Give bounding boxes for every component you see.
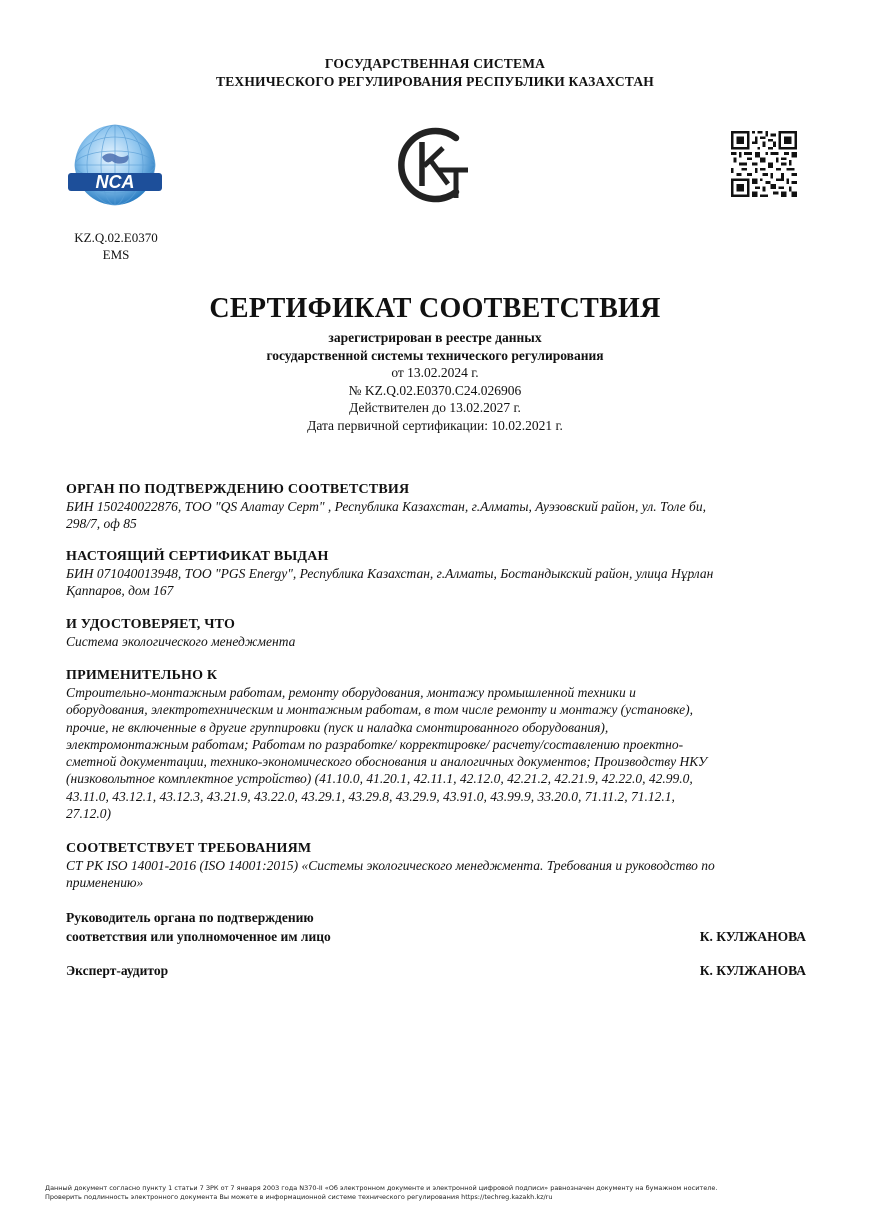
page-title: СЕРТИФИКАТ СООТВЕТСТВИЯ bbox=[209, 293, 661, 324]
signature-head-name: К. КУЛЖАНОВА bbox=[699, 929, 806, 944]
section-text: прочие, не включенные в другие группировки (пуск и наладка смонтированного оборудования), bbox=[66, 719, 609, 735]
header bbox=[0, 55, 870, 91]
registry-info bbox=[0, 329, 870, 435]
qr-code-icon bbox=[731, 131, 797, 197]
section-text: (низковольтное комплектное устройство) (41.10.0, 41.20.1, 42.11.1, 42.12.0, 42.21.2, 42.21.9, 42.22.0, 42.99.0, bbox=[66, 771, 693, 787]
header-line-2: ТЕХНИЧЕСКОГО РЕГУЛИРОВАНИЯ РЕСПУБЛИКИ КАЗАХСТАН bbox=[216, 74, 654, 89]
header-line-1: ГОСУДАРСТВЕННАЯ СИСТЕМА bbox=[324, 56, 546, 71]
section-applies-to bbox=[66, 667, 811, 822]
section-text: Строительно-монтажным работам, ремонту оборудования, монтажу промышленной техники и bbox=[66, 685, 636, 700]
section-heading: СООТВЕТСТВУЕТ ТРЕБОВАНИЯМ bbox=[66, 841, 312, 856]
section-text: применению» bbox=[66, 875, 144, 891]
registry-number: № KZ.Q.02.E0370.C24.026906 bbox=[348, 382, 522, 398]
section-text: БИН 071040013948, ТОО "PGS Energy", Республика Казахстан, г.Алматы, Бостандыкский район, улица Нұрлан bbox=[66, 566, 714, 581]
registry-date: от 13.02.2024 г. bbox=[391, 365, 479, 381]
registry-valid: Действителен до 13.02.2027 г. bbox=[349, 400, 521, 416]
section-certifies bbox=[66, 616, 811, 650]
section-text: сметной документации, технико-экономического обоснования и аналогичных документов; Производству НКУ bbox=[66, 754, 708, 770]
signature-expert bbox=[66, 961, 806, 980]
reg-type: EMS bbox=[102, 247, 130, 262]
section-text: оборудования, электротехническим и монтажным работам, в том числе ремонту и монтажу (установке), bbox=[66, 702, 693, 718]
registry-first-cert: Дата первичной сертификации: 10.02.2021 г. bbox=[307, 417, 563, 433]
signature-head bbox=[66, 908, 806, 946]
section-text: БИН 150240022876, ТОО "QS Алатау Серт" , Республика Казахстан, г.Алматы, Ауэзовский район, ул. Толе би, bbox=[66, 499, 706, 514]
section-complies bbox=[66, 840, 811, 892]
footer-note bbox=[45, 1184, 835, 1202]
section-certification-body bbox=[66, 481, 811, 533]
reg-code: KZ.Q.02.E0370 bbox=[74, 230, 158, 245]
kz-conformity-mark-icon bbox=[398, 126, 472, 204]
signature-expert-label: Эксперт-аудитор bbox=[66, 963, 169, 978]
footer-line-2: Проверить подлинность электронного документа Вы можете в информационной системе технического регулирования https://techreg.kazakh.kz/ru bbox=[45, 1193, 553, 1201]
section-heading: И УДОСТОВЕРЯЕТ, ЧТО bbox=[66, 617, 236, 632]
nca-logo-text: NCA bbox=[95, 172, 135, 192]
section-heading: ОРГАН ПО ПОДТВЕРЖДЕНИЮ СООТВЕТСТВИЯ bbox=[66, 482, 410, 497]
section-text: СТ РК ISO 14001-2016 (ISO 14001:2015) «Системы экологического менеджмента. Требования и руководство по bbox=[66, 858, 715, 873]
signature-expert-name: К. КУЛЖАНОВА bbox=[699, 963, 806, 978]
registry-line-2: государственной системы технического регулирования bbox=[266, 347, 604, 363]
footer-line-1: Данный документ согласно пункту 1 статьи 7 ЗРК от 7 января 2003 года N370-II «Об электронном документе и электронной цифровой подписи» равнозначен документу на бумажном носителе. bbox=[45, 1184, 718, 1192]
section-text: 298/7, оф 85 bbox=[66, 516, 137, 532]
section-heading: НАСТОЯЩИЙ СЕРТИФИКАТ ВЫДАН bbox=[66, 549, 329, 564]
registry-line-1: зарегистрирован в реестре данных bbox=[328, 330, 542, 345]
registration-code bbox=[66, 229, 166, 263]
section-text: Система экологического менеджмента bbox=[66, 634, 296, 649]
section-text: Қаппаров, дом 167 bbox=[66, 583, 174, 599]
signature-head-label-1: Руководитель органа по подтверждению bbox=[66, 910, 314, 925]
signature-head-label-2: соответствия или уполномоченное им лицо bbox=[66, 929, 331, 944]
section-text: 27.12.0) bbox=[66, 806, 111, 822]
section-heading: ПРИМЕНИТЕЛЬНО К bbox=[66, 668, 218, 683]
nca-logo-icon bbox=[64, 123, 166, 215]
section-text: 43.11.0, 43.12.1, 43.12.3, 43.21.9, 43.22.0, 43.29.1, 43.29.8, 43.29.9, 43.91.0, 43.99.9, 33.20.0, 71.11.2, 71.12.1, bbox=[66, 788, 675, 804]
section-text: электромонтажным работам; Работам по разработке/ корректировке/ расчету/составлению проектно- bbox=[66, 736, 684, 752]
section-issued-to bbox=[66, 548, 811, 600]
